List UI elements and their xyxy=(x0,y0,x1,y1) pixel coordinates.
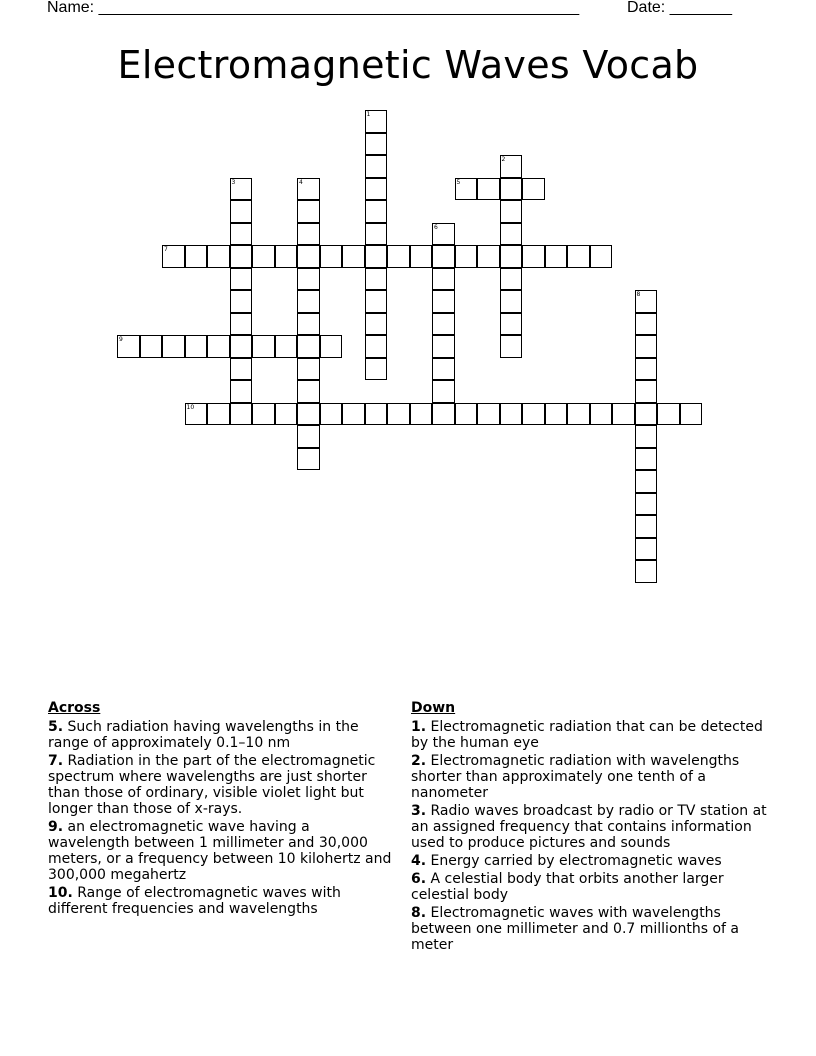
crossword-cell[interactable] xyxy=(410,403,433,426)
crossword-cell[interactable] xyxy=(477,178,500,201)
crossword-cell[interactable] xyxy=(365,133,388,156)
crossword-cell[interactable] xyxy=(365,200,388,223)
crossword-cell[interactable] xyxy=(612,403,635,426)
crossword-cell[interactable] xyxy=(297,425,320,448)
crossword-cell[interactable] xyxy=(500,155,523,178)
crossword-cell[interactable] xyxy=(297,245,320,268)
crossword-cell[interactable] xyxy=(365,110,388,133)
crossword-cell[interactable] xyxy=(230,313,253,336)
crossword-cell[interactable] xyxy=(500,178,523,201)
crossword-cell[interactable] xyxy=(635,493,658,516)
crossword-cell[interactable] xyxy=(320,403,343,426)
name-field-label: Name: ______________________________________________________ xyxy=(47,0,580,16)
crossword-cell[interactable] xyxy=(635,560,658,583)
crossword-cell[interactable] xyxy=(590,245,613,268)
crossword-cell[interactable] xyxy=(500,200,523,223)
crossword-cell[interactable] xyxy=(207,335,230,358)
clue-number: 7 xyxy=(164,246,168,253)
clue-down-2: 2. Electromagnetic radiation with wavelengths shorter than approximately one tenth of a nanometer xyxy=(411,753,740,801)
crossword-cell[interactable] xyxy=(432,245,455,268)
crossword-cell[interactable] xyxy=(500,245,523,268)
crossword-cell[interactable] xyxy=(230,223,253,246)
crossword-cell[interactable] xyxy=(387,245,410,268)
crossword-cell[interactable] xyxy=(365,245,388,268)
clue-number: 3 xyxy=(231,178,236,186)
date-field-label: Date: _______ xyxy=(627,0,732,16)
crossword-cell[interactable] xyxy=(275,403,298,426)
crossword-cell[interactable] xyxy=(185,403,208,426)
clue-across-7: 7. Radiation in the part of the electromagnetic spectrum where wavelengths are just shorter than those of ordinary, visible violet light but longer than those of x-rays. xyxy=(48,753,376,817)
crossword-cell[interactable] xyxy=(432,268,455,291)
clue-number: 1 xyxy=(366,111,371,118)
crossword-cell[interactable] xyxy=(320,335,343,358)
crossword-cell[interactable] xyxy=(522,245,545,268)
crossword-cell[interactable] xyxy=(500,313,523,336)
crossword-cell[interactable] xyxy=(365,268,388,291)
crossword-cell[interactable] xyxy=(432,290,455,313)
crossword-cell[interactable] xyxy=(635,290,658,313)
crossword-cell[interactable] xyxy=(365,155,388,178)
crossword-cell[interactable] xyxy=(477,245,500,268)
crossword-cell[interactable] xyxy=(635,470,658,493)
crossword-cell[interactable] xyxy=(500,335,523,358)
crossword-cell[interactable] xyxy=(365,313,388,336)
crossword-cell[interactable] xyxy=(185,335,208,358)
crossword-cell[interactable] xyxy=(365,403,388,426)
crossword-cell[interactable] xyxy=(500,223,523,246)
crossword-cell[interactable] xyxy=(365,290,388,313)
crossword-cell[interactable] xyxy=(207,245,230,268)
crossword-cell[interactable] xyxy=(342,245,365,268)
crossword-cell[interactable] xyxy=(500,290,523,313)
crossword-cell[interactable] xyxy=(297,448,320,471)
crossword-cell[interactable] xyxy=(657,403,680,426)
clue-down-8: 8. Electromagnetic waves with wavelengths between one millimeter and 0.7 millionths of a meter xyxy=(411,905,740,953)
crossword-cell[interactable] xyxy=(680,403,703,426)
crossword-cell[interactable] xyxy=(545,403,568,426)
crossword-cell[interactable] xyxy=(387,403,410,426)
clue-down-4: 4. Energy carried by electromagnetic waves xyxy=(411,853,722,869)
crossword-cell[interactable] xyxy=(162,245,185,268)
crossword-cell[interactable] xyxy=(162,335,185,358)
clue-across-9: 9. an electromagnetic wave having a wavelength between 1 millimeter and 30,000 meters, or a frequency between 10 kilohertz and 300,000 megahertz xyxy=(48,819,392,883)
clue-number: 4 xyxy=(299,178,303,186)
across-heading: Across xyxy=(48,700,101,716)
crossword-cell[interactable] xyxy=(320,245,343,268)
crossword-cell[interactable] xyxy=(635,448,658,471)
crossword-cell[interactable] xyxy=(297,268,320,291)
crossword-cell[interactable] xyxy=(230,358,253,381)
clue-number: 10 xyxy=(186,403,195,411)
crossword-cell[interactable] xyxy=(297,358,320,381)
crossword-cell[interactable] xyxy=(567,245,590,268)
clue-down-3: 3. Radio waves broadcast by radio or TV station at an assigned frequency that contains information used to produce pictures and sounds xyxy=(411,803,767,851)
crossword-cell[interactable] xyxy=(230,403,253,426)
crossword-cell[interactable] xyxy=(477,403,500,426)
crossword-cell[interactable] xyxy=(117,335,140,358)
down-heading: Down xyxy=(411,700,456,716)
crossword-cell[interactable] xyxy=(432,223,455,246)
crossword-cell[interactable] xyxy=(297,223,320,246)
clue-number: 6 xyxy=(434,223,438,231)
clue-down-1: 1. Electromagnetic radiation that can be detected by the human eye xyxy=(411,719,763,751)
clue-down-6: 6. A celestial body that orbits another larger celestial body xyxy=(411,871,724,903)
crossword-cell[interactable] xyxy=(635,358,658,381)
crossword-cell[interactable] xyxy=(522,178,545,201)
crossword-cell[interactable] xyxy=(365,358,388,381)
crossword-cell[interactable] xyxy=(432,403,455,426)
crossword-cell[interactable] xyxy=(342,403,365,426)
crossword-cell[interactable] xyxy=(275,245,298,268)
crossword-cell[interactable] xyxy=(455,245,478,268)
down-clues xyxy=(411,700,776,955)
crossword-cell[interactable] xyxy=(297,313,320,336)
crossword-cell[interactable] xyxy=(522,403,545,426)
crossword-cell[interactable] xyxy=(500,403,523,426)
crossword-cell[interactable] xyxy=(297,403,320,426)
clue-number: 9 xyxy=(119,336,123,343)
crossword-cell[interactable] xyxy=(297,380,320,403)
page-title: Electromagnetic Waves Vocab xyxy=(117,43,699,87)
crossword-cell[interactable] xyxy=(230,245,253,268)
crossword-cell[interactable] xyxy=(545,245,568,268)
crossword-cell[interactable] xyxy=(455,403,478,426)
crossword-cell[interactable] xyxy=(455,178,478,201)
crossword-cell[interactable] xyxy=(432,313,455,336)
crossword-cell[interactable] xyxy=(252,335,275,358)
crossword-cell[interactable] xyxy=(140,335,163,358)
crossword-cell[interactable] xyxy=(230,380,253,403)
crossword-cell[interactable] xyxy=(207,403,230,426)
clue-across-5: 5. Such radiation having wavelengths in the range of approximately 0.1–10 nm xyxy=(48,719,359,751)
crossword-cell[interactable] xyxy=(500,268,523,291)
crossword-cell[interactable] xyxy=(230,335,253,358)
crossword-cell[interactable] xyxy=(567,403,590,426)
crossword-cell[interactable] xyxy=(590,403,613,426)
crossword-cell[interactable] xyxy=(365,223,388,246)
crossword-cell[interactable] xyxy=(297,178,320,201)
crossword-cell[interactable] xyxy=(365,178,388,201)
across-clues xyxy=(48,700,393,919)
crossword-cell[interactable] xyxy=(635,380,658,403)
crossword-cell[interactable] xyxy=(230,268,253,291)
crossword-cell[interactable] xyxy=(185,245,208,268)
crossword-cell[interactable] xyxy=(365,335,388,358)
crossword-cell[interactable] xyxy=(635,425,658,448)
clue-number: 2 xyxy=(501,156,506,163)
crossword-cell[interactable] xyxy=(275,335,298,358)
crossword-cell[interactable] xyxy=(230,290,253,313)
crossword-cell[interactable] xyxy=(297,200,320,223)
clue-number: 5 xyxy=(456,178,461,186)
crossword-cell[interactable] xyxy=(297,335,320,358)
crossword-cell[interactable] xyxy=(432,358,455,381)
crossword-cell[interactable] xyxy=(432,335,455,358)
crossword-cell[interactable] xyxy=(432,380,455,403)
crossword-cell[interactable] xyxy=(635,335,658,358)
crossword-cell[interactable] xyxy=(252,403,275,426)
clue-number: 8 xyxy=(636,291,641,298)
crossword-cell[interactable] xyxy=(410,245,433,268)
crossword-cell[interactable] xyxy=(297,290,320,313)
crossword-cell[interactable] xyxy=(252,245,275,268)
clue-across-10: 10. Range of electromagnetic waves with different frequencies and wavelengths xyxy=(48,885,341,917)
crossword-cell[interactable] xyxy=(635,403,658,426)
crossword-cell[interactable] xyxy=(230,200,253,223)
crossword-cell[interactable] xyxy=(635,538,658,561)
crossword-cell[interactable] xyxy=(635,515,658,538)
crossword-cell[interactable] xyxy=(635,313,658,336)
crossword-cell[interactable] xyxy=(230,178,253,201)
